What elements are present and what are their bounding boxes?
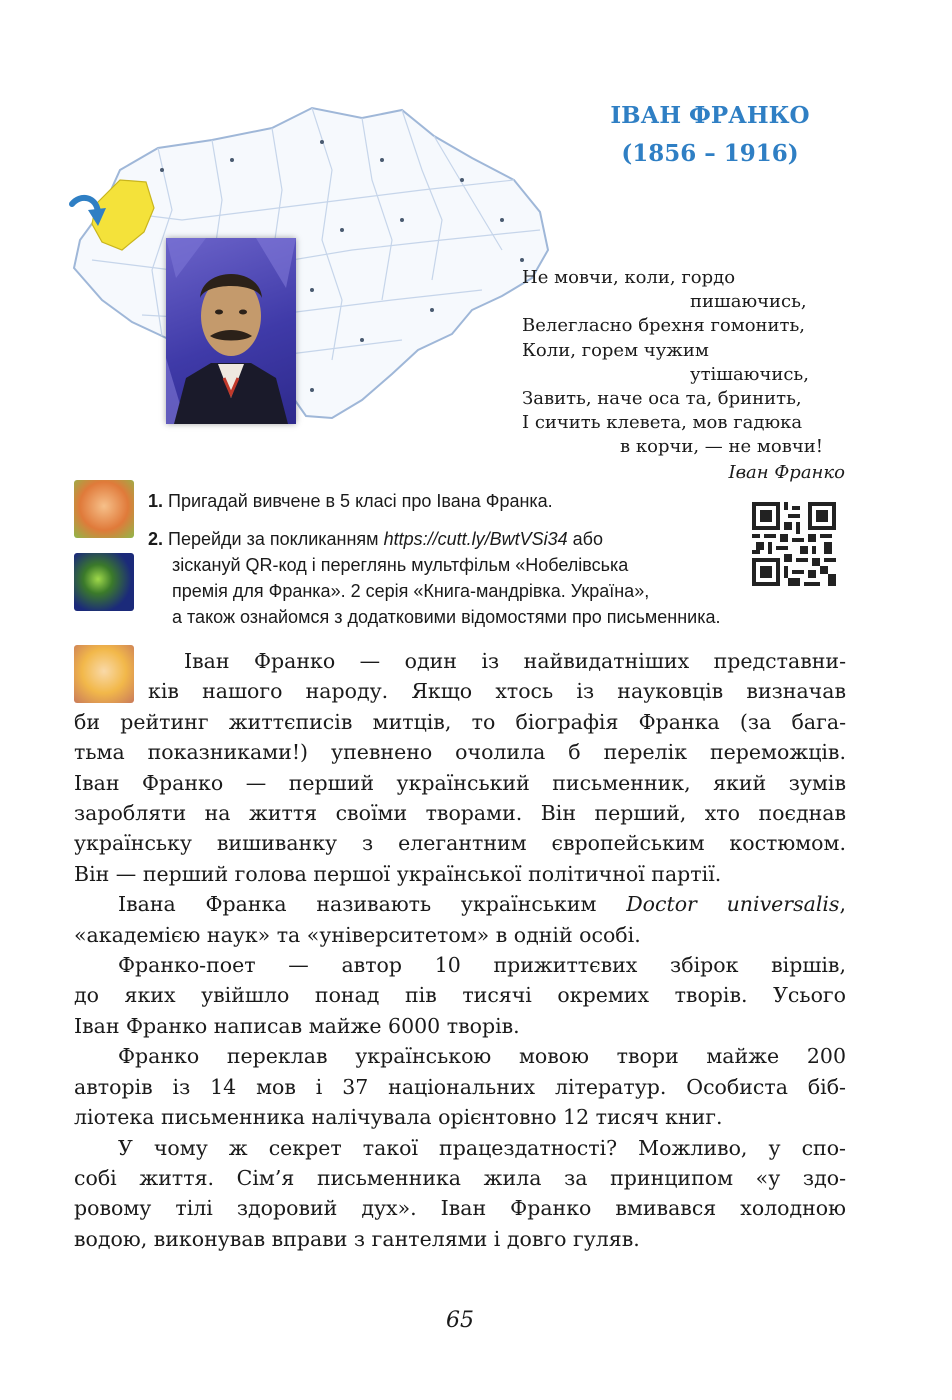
text-line: ліотека письменника налічувала орієнтовно 12 тисяч книг. — [74, 1105, 723, 1130]
text-line: ровому тілі здоровий дух». Іван Франко вмивався холодною — [74, 1196, 846, 1221]
ukraine-outline — [74, 108, 548, 418]
poem-line: утішаючись, — [690, 363, 809, 385]
arrow-icon — [66, 192, 110, 230]
poem-line: Велегласно брехня гомонить, — [522, 315, 806, 337]
text-line: Франко переклав українською мовою твори майже 200 — [118, 1044, 846, 1069]
qr-code-icon[interactable] — [752, 502, 836, 586]
poem-line: І сичить клевета, мов гадюка — [522, 412, 803, 434]
epigraph-poem — [522, 266, 852, 460]
portrait-illustration — [166, 238, 296, 424]
poem-line: пишаючись, — [690, 291, 807, 313]
text-line: «академією наук» та «університетом» в одній особі. — [74, 922, 641, 947]
poem-line: Не мовчи, коли, гордо — [522, 267, 736, 288]
text-line: У чому ж секрет такої працездатності? Можливо, у спо- — [118, 1135, 846, 1160]
text-line: Іван Франко — перший український письменник, який зумів — [74, 770, 846, 795]
text-line: українську вишиванку з елегантним європейським костюмом. — [74, 831, 846, 856]
poem-author: Іван Франко — [728, 462, 845, 483]
text-line: Івана Франка називають українським Doctor universalis, — [118, 892, 846, 917]
text-line: Іван Франко — один із найвидатніших представни- — [184, 649, 846, 673]
text-line: Франко-поет — автор 10 прижиттєвих збірок віршів, — [118, 953, 846, 978]
text-line: авторів із 14 мов і 37 національних літератур. Особиста біб- — [74, 1074, 846, 1099]
text-line: до яких увійшло понад пів тисячі окремих творів. Усього — [74, 983, 846, 1008]
page-title: ІВАН ФРАНКО — [610, 102, 810, 129]
franko-portrait — [166, 238, 296, 424]
poem-line: Завить, наче оса та, бринить, — [522, 388, 802, 410]
task-2-line: премія для Франка». 2 серія «Книга-мандрівка. Україна», — [172, 581, 650, 601]
life-years: (1856 – 1916) — [621, 140, 799, 167]
task-1: 1. Пригадай вивчене в 5 класі про Івана Франка. — [148, 491, 553, 511]
main-text — [74, 646, 846, 1254]
page-number: 65 — [446, 1308, 474, 1333]
character-avatar-2 — [74, 553, 134, 611]
task-2-line: зіскануй QR-код і переглянь мультфільм «Нобелівська — [172, 555, 629, 575]
text-line: заробляти на життя своїми творами. Він перший, хто поєднав — [74, 801, 846, 826]
text-line: Він — перший голова першої української політичної партії. — [74, 861, 722, 886]
text-line: ків нашого народу. Якщо хтось із науковців визначав — [148, 679, 846, 704]
video-link[interactable]: https://cutt.ly/BwtVSi34 — [383, 529, 568, 549]
poem-line: Коли, горем чужим — [522, 339, 709, 361]
ukraine-map — [62, 100, 552, 430]
text-line: Іван Франко написав майже 6000 творів. — [74, 1013, 520, 1038]
poem-line: в корчи, — не мовчи! — [620, 436, 824, 458]
text-line: собі життя. Сім’я письменника жила за принципом «у здо- — [74, 1165, 846, 1190]
text-line: би рейтинг життєписів митців, то біографія Франка (за бага- — [74, 709, 846, 734]
character-avatar-1 — [74, 480, 134, 538]
text-line: тьма показниками!) упевнено очолила б перелік переможців. — [74, 740, 846, 765]
task-2: 2. Перейди за покликанням https://cutt.ly/BwtVSi34 або — [148, 529, 604, 549]
task-2-line: а також ознайомся з додатковими відомостями про письменника. — [172, 607, 721, 627]
text-line: водою, виконував вправи з гантелями і довго гуляв. — [74, 1226, 640, 1251]
